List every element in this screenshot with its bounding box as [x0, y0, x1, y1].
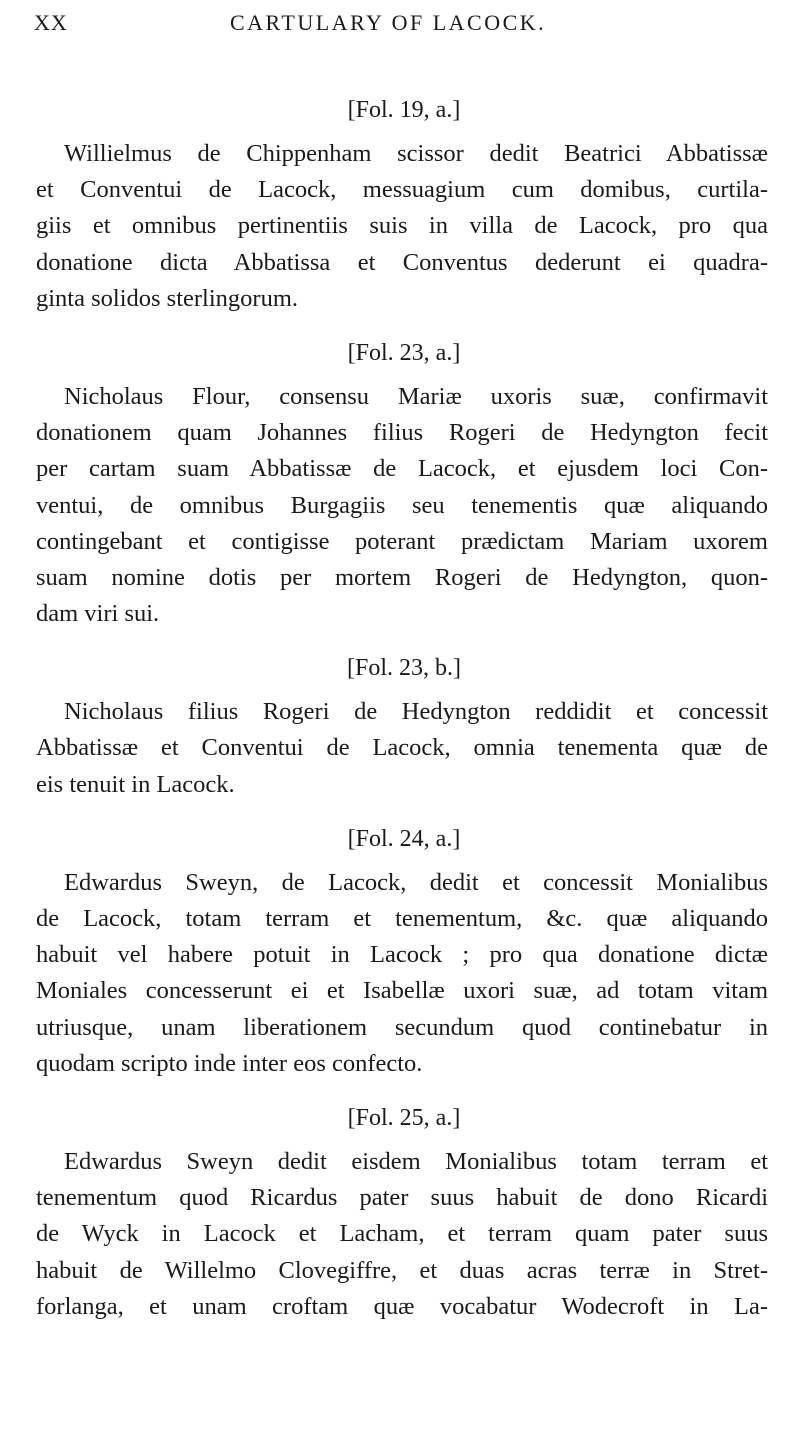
- text-line: giis et omnibus pertinentiis suis in villa de Lacock, pro qua: [36, 212, 768, 240]
- text-line: dam viri sui.: [36, 600, 160, 628]
- page-number: XX: [34, 10, 68, 35]
- text-line: Abbatissæ et Conventui de Lacock, omnia tenementa quæ de: [36, 734, 768, 762]
- text-line: Nicholaus Flour, consensu Mariæ uxoris suæ, confirmavit: [64, 382, 768, 410]
- text-line: de Wyck in Lacock et Lacham, et terram quam pater suus: [36, 1220, 768, 1248]
- text-line: et Conventui de Lacock, messuagium cum domibus, curtila-: [36, 176, 768, 204]
- text-line: Willielmus de Chippenham scissor dedit Beatrici Abbatissæ: [64, 140, 768, 167]
- text-line: suam nomine dotis per mortem Rogeri de Hedyngton, quon-: [36, 563, 768, 591]
- text-line: ventui, de omnibus Burgagiis seu tenementis quæ aliquando: [36, 491, 768, 519]
- text-line: habuit de Willelmo Clovegiffre, et duas acras terræ in Stret-: [36, 1256, 768, 1284]
- text-line: habuit vel habere potuit in Lacock ; pro qua donatione dictæ: [36, 941, 768, 969]
- folio-heading: [Fol. 23, b.]: [347, 655, 461, 682]
- text-line: per cartam suam Abbatissæ de Lacock, et ejusdem loci Con-: [36, 455, 768, 483]
- text-line: ginta solidos sterlingorum.: [36, 284, 298, 312]
- text-line: Nicholaus filius Rogeri de Hedyngton reddidit et concessit: [64, 698, 768, 726]
- text-block: [36, 92, 768, 1325]
- text-line: eis tenuit in Lacock.: [36, 770, 235, 798]
- text-line: donatione dicta Abbatissa et Conventus dederunt ei quadra-: [36, 248, 768, 276]
- text-line: Moniales concesserunt ei et Isabellæ uxori suæ, ad totam vitam: [36, 977, 768, 1005]
- folio-heading: [Fol. 24, a.]: [347, 825, 461, 852]
- entry-fol-23a: [36, 335, 768, 632]
- text-line: quodam scripto inde inter eos confecto.: [36, 1049, 423, 1077]
- entry-fol-19a: [36, 92, 768, 317]
- folio-heading: [Fol. 25, a.]: [347, 1104, 461, 1131]
- entry-fol-23b: [36, 650, 768, 803]
- text-line: de Lacock, totam terram et tenementum, &c. quæ aliquando: [36, 905, 768, 932]
- text-line: contingebant et contigisse poterant prædictam Mariam uxorem: [36, 527, 768, 555]
- folio-heading: [Fol. 19, a.]: [347, 97, 461, 123]
- entry-fol-25a: [36, 1100, 768, 1325]
- text-line: donationem quam Johannes filius Rogeri de Hedyngton fecit: [36, 419, 768, 447]
- text-line: forlanga, et unam croftam quæ vocabatur Wodecroft in La-: [36, 1292, 768, 1320]
- running-title: CARTULARY OF LACOCK.: [230, 10, 547, 35]
- folio-heading: [Fol. 23, a.]: [347, 339, 461, 366]
- running-head: [34, 6, 770, 40]
- text-line: tenementum quod Ricardus pater suus habuit de dono Ricardi: [36, 1184, 768, 1212]
- text-line: utriusque, unam liberationem secundum quod continebatur in: [36, 1013, 768, 1041]
- text-line: Edwardus Sweyn, de Lacock, dedit et concessit Monialibus: [64, 868, 768, 896]
- text-line: Edwardus Sweyn dedit eisdem Monialibus totam terram et: [64, 1147, 768, 1175]
- entry-fol-24a: [36, 821, 768, 1082]
